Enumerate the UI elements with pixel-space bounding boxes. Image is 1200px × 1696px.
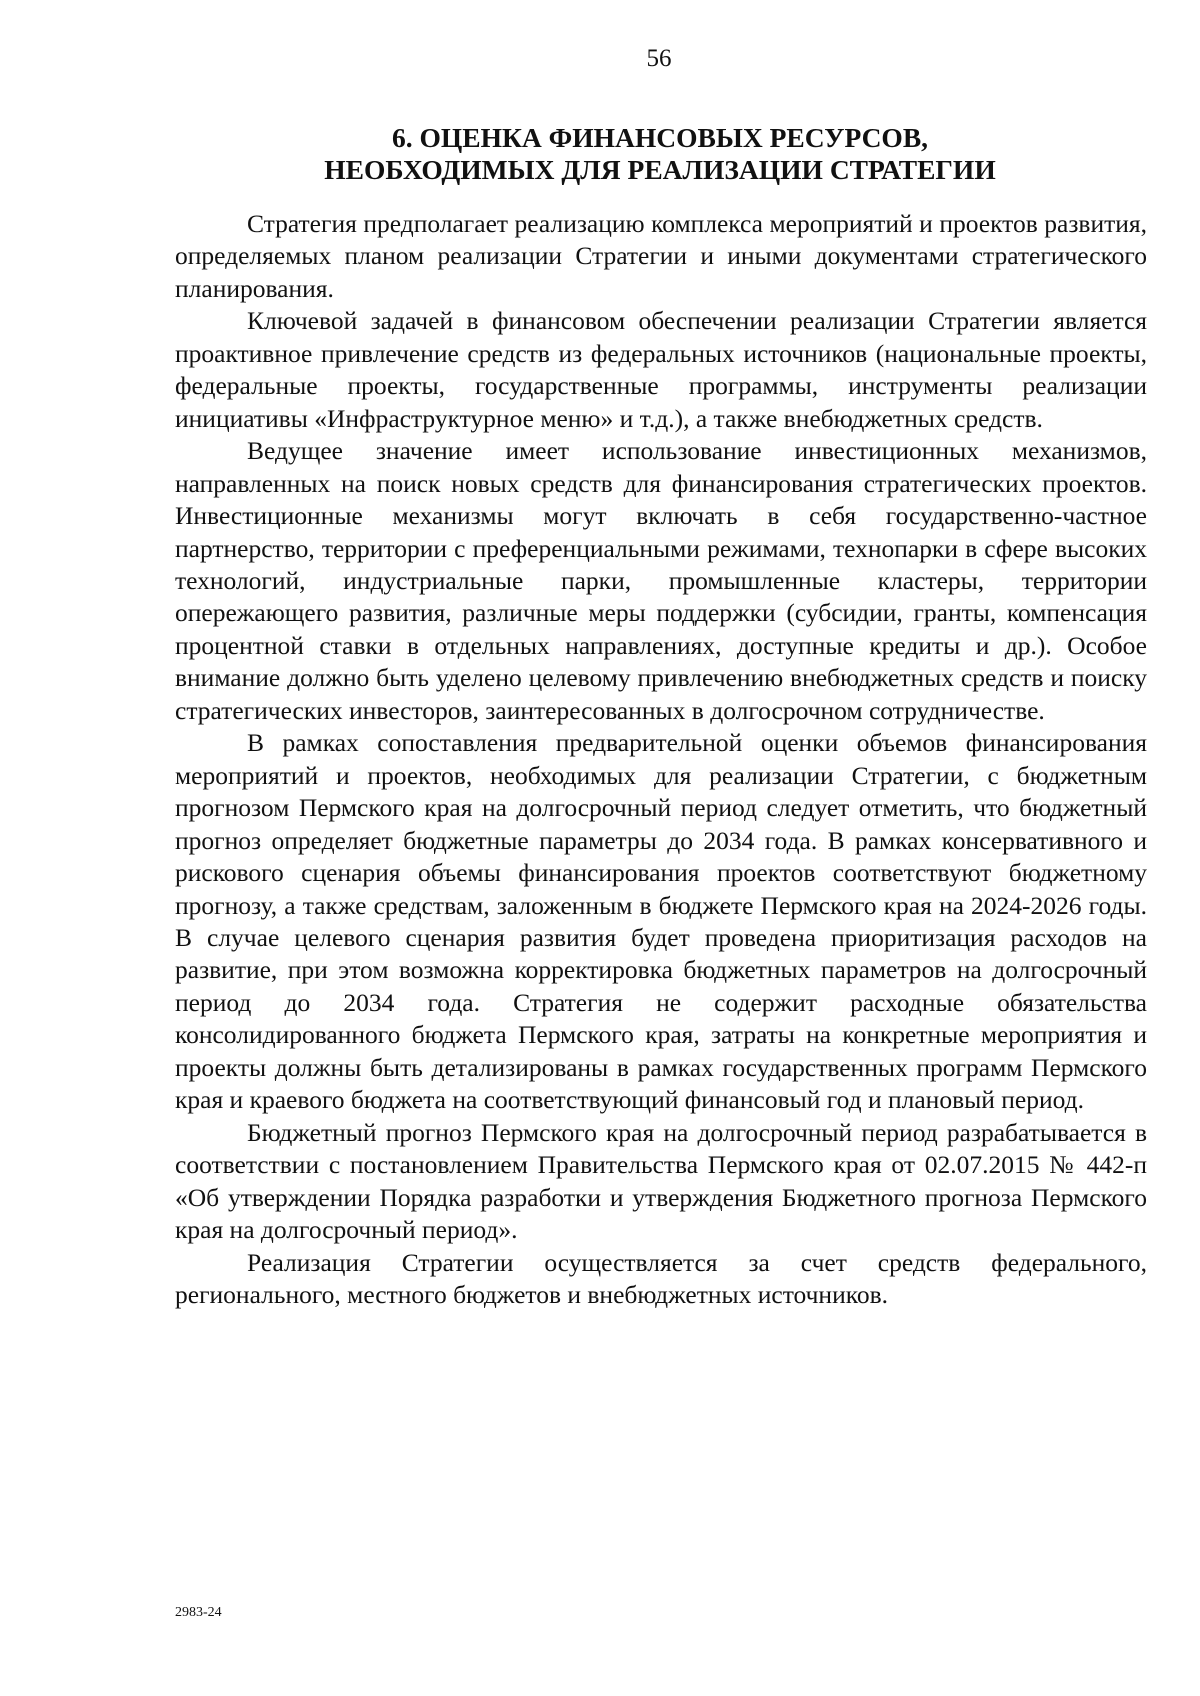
paragraph-2: Ключевой задачей в финансовом обеспечении реализации Стратегии является проактивное привлечение средств из федеральных источников (национальные проекты, федеральные проекты, государственные программы, инструменты реализации инициативы «Инфраструктурное меню» и т.д.), а также внебюджетных средств. (175, 306, 1147, 433)
paragraph-6: Реализация Стратегии осуществляется за счет средств федерального, регионального, местного бюджетов и внебюджетных источников. (175, 1247, 1147, 1309)
document-code: 2983-24 (175, 1605, 222, 1620)
section-title (160, 122, 1160, 186)
section-title-line-1: 6. ОЦЕНКА ФИНАНСОВЫХ РЕСУРСОВ, (391, 122, 929, 153)
paragraph-1: Стратегия предполагает реализацию комплекса мероприятий и проектов развития, определяемых планом реализации Стратегии и иными документами стратегического планирования. (175, 209, 1147, 303)
body-text (175, 208, 1147, 1311)
section-title-line-2: НЕОБХОДИМЫХ ДЛЯ РЕАЛИЗАЦИИ СТРАТЕГИИ (324, 154, 996, 185)
page-number: 56 (646, 45, 672, 72)
paragraph-5: Бюджетный прогноз Пермского края на долгосрочный период разрабатывается в соответствии с постановлением Правительства Пермского края от 02.07.2015 № 442-п «Об утверждении Порядка разработки и утверждения Бюджетного прогноза Пермского края на долгосрочный период». (175, 1117, 1147, 1245)
paragraph-4: В рамках сопоставления предварительной оценки объемов финансирования мероприятий и проектов, необходимых для реализации Стратегии, с бюджетным прогнозом Пермского края на долгосрочный период следует отметить, что бюджетный прогноз определяет бюджетные параметры до 2034 года. В рамках консервативного и рискового сценария объемы финансирования проектов соответствуют бюджетному прогнозу, а также средствам, заложенным в бюджете Пермского края на 2024-2026 годы. В случае целевого сценария развития будет проведена приоритизация расходов на развитие, при этом возможна корректировка бюджетных параметров на долгосрочный период до 2034 года. Стратегия не содержит расходные обязательства консолидированного бюджета Пермского края, затраты на конкретные мероприятия и проекты должны быть детализированы в рамках государственных программ Пермского края и краевого бюджета на соответствующий финансовый год и плановый период. (175, 728, 1147, 1115)
paragraph-3: Ведущее значение имеет использование инвестиционных механизмов, направленных на поиск новых средств для финансирования стратегических проектов. Инвестиционные механизмы могут включать в себя государственно-частное партнерство, территории с преференциальными режимами, технопарки в сфере высоких технологий, индустриальные парки, промышленные кластеры, территории опережающего развития, различные меры поддержки (субсидии, гранты, компенсация процентной ставки в отдельных направлениях, доступные кредиты и др.). Особое внимание должно быть уделено целевому привлечению внебюджетных средств и поиску стратегических инвесторов, заинтересованных в долгосрочном сотрудничестве. (175, 436, 1147, 725)
